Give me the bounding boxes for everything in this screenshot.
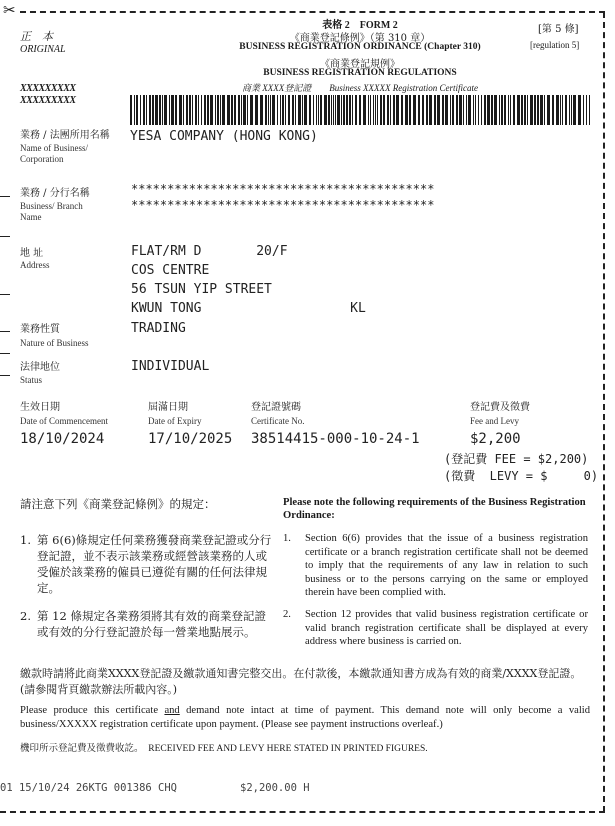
barcode-bar <box>586 95 587 125</box>
form-number-en: FORM 2 <box>359 20 398 31</box>
nature-label-zh: 業務性質 <box>20 324 60 335</box>
barcode-bar <box>517 95 520 125</box>
barcode-bar <box>227 95 230 125</box>
branch-label-en: Business/ Branch Name <box>20 201 83 222</box>
barcode-bar <box>292 95 294 125</box>
barcode-bar <box>426 95 428 125</box>
address-label-en: Address <box>20 260 50 270</box>
barcode-bar <box>540 95 543 125</box>
barcode-bar <box>277 95 278 125</box>
margin-tick <box>0 353 10 354</box>
barcode-bar <box>524 95 526 125</box>
expiry-label-en: Date of Expiry <box>148 416 202 426</box>
regulation-ref-zh: [第 5 條] <box>538 24 579 35</box>
address-line: FLAT/RM D 20/F <box>131 244 288 259</box>
barcode-bar <box>316 95 317 125</box>
barcode-bar <box>255 95 258 125</box>
note-2-zh: 第 12 條規定各業務須將其有效的商業登記證或有效的分行登記證於每一營業地點展示。 <box>37 609 266 639</box>
certificate-label-en: Certificate No. <box>251 416 305 426</box>
barcode-bar <box>571 95 572 125</box>
barcode-bar <box>198 95 199 125</box>
barcode-bar <box>530 95 533 125</box>
barcode-bar <box>143 95 145 125</box>
cut-line-top <box>20 11 605 13</box>
margin-tick <box>0 294 10 295</box>
barcode-bar <box>547 95 550 125</box>
address-line: KWUN TONG KL <box>131 301 366 316</box>
margin-tick <box>0 331 10 332</box>
fee-total: $2,200 <box>470 431 521 447</box>
barcode-bar <box>222 95 225 125</box>
receipt-amount: $2,200.00 H <box>240 782 310 794</box>
barcode-bar <box>355 95 357 125</box>
barcode-bar <box>183 95 184 125</box>
barcode-bar <box>375 95 376 125</box>
barcode-bar <box>437 95 440 125</box>
barcode-bar <box>583 95 584 125</box>
barcode-bar <box>130 95 132 125</box>
payment-note-en-part: demand note intact at time of payment. This demand note will only become a valid business/XXXXX registration certificate upon payment. (Please see payment instructions overleaf.) <box>20 705 591 730</box>
certificate-number: 38514415-000-10-24-1 <box>251 431 420 447</box>
barcode-bar <box>429 95 432 125</box>
received-statement: 機印所示登記費及徵費收訖。 RECEIVED FEE AND LEVY HERE STATED IN PRINTED FIGURES. <box>20 744 428 754</box>
barcode-bar <box>164 95 167 125</box>
barcode-bar <box>159 95 161 125</box>
barcode-bar <box>309 95 311 125</box>
barcode-bar <box>484 95 486 125</box>
barcode-bar <box>337 95 340 125</box>
scissors-icon: ✂ <box>3 1 16 19</box>
copy-label-zh: 正 本 <box>20 30 53 43</box>
cut-line-bottom <box>0 811 605 813</box>
certificate-title: 商業 XXXX登記證 Business XXXXX Registration Certificate <box>242 83 478 93</box>
name-label-zh: 業務 / 法團所用名稱 <box>20 130 110 141</box>
payment-note-en <box>20 704 590 731</box>
barcode-bar <box>468 95 471 125</box>
barcode-bar <box>359 95 361 125</box>
barcode-bar <box>204 95 206 125</box>
barcode-bar <box>521 95 523 125</box>
barcode-bar <box>335 95 336 125</box>
barcode-bar <box>238 95 240 125</box>
barcode-bar <box>445 95 448 125</box>
barcode-bar <box>578 95 581 125</box>
commencement-value: 18/10/2024 <box>20 431 105 447</box>
barcode-bar <box>422 95 424 125</box>
barcode-bar <box>456 95 458 125</box>
barcode-bar <box>346 95 348 125</box>
payment-note-en-part: Please produce this certificate <box>20 705 165 716</box>
barcode-bar <box>288 95 290 125</box>
note-number: 1. <box>20 533 31 547</box>
regulations-en: BUSINESS REGISTRATION REGULATIONS <box>263 68 457 78</box>
expiry-value: 17/10/2025 <box>148 431 233 447</box>
ordinance-en: BUSINESS REGISTRATION ORDINANCE (Chapter 310) <box>239 42 481 52</box>
barcode-bar <box>508 95 509 125</box>
branch-name-line: ****************************************** <box>131 182 435 196</box>
barcode-bar <box>513 95 515 125</box>
barcode-bar <box>534 95 536 125</box>
regulation-ref-en: [regulation 5] <box>530 40 580 50</box>
payment-note-en-emphasis: and <box>164 705 180 716</box>
address-line: 56 TSUN YIP STREET <box>131 282 272 297</box>
barcode-bar <box>373 95 374 125</box>
barcode-bar <box>383 95 385 125</box>
copy-label-en: ORIGINAL <box>20 44 66 55</box>
barcode-bar <box>413 95 416 125</box>
notes-heading-zh: 請注意下列《商業登記條例》的規定： <box>20 497 216 511</box>
payment-note-zh: 繳款時請將此商業XXXX登記證及繳款通知書完整交出。在付款後，本繳款通知書方成為有效的商業/XXXX登記證。(請參閱背頁繳款辦法所載內容。) <box>20 667 582 696</box>
receipt-line: 01 15/10/24 26KTG 001386 CHQ <box>0 782 178 794</box>
barcode-bar <box>481 95 482 125</box>
branch-name-line: ****************************************** <box>131 198 435 212</box>
note-number: 2. <box>283 609 291 620</box>
barcode-bar <box>210 95 213 125</box>
barcode-bar <box>162 95 163 125</box>
barcode-bar <box>552 95 554 125</box>
barcode-bar <box>328 95 330 125</box>
barcode-bar <box>380 95 382 125</box>
barcode-bar <box>377 95 378 125</box>
barcode-bar <box>504 95 506 125</box>
barcode-bar <box>494 95 497 125</box>
barcode-bar <box>215 95 216 125</box>
branch-label-zh: 業務 / 分行名稱 <box>20 188 90 199</box>
address-label-zh: 地 址 <box>20 248 44 259</box>
barcode-bar <box>396 95 399 125</box>
barcode-bar <box>320 95 322 125</box>
barcode-bar <box>234 95 236 125</box>
barcode-bar <box>343 95 345 125</box>
barcode-bar <box>390 95 391 125</box>
barcode-bar <box>562 95 563 125</box>
barcode-bar <box>450 95 451 125</box>
barcode-bar <box>473 95 474 125</box>
barcode-bar <box>231 95 233 125</box>
barcode-bar <box>149 95 151 125</box>
form-number-zh: 表格 2 <box>322 20 350 31</box>
barcode-bar <box>368 95 369 125</box>
barcode-bar <box>313 95 314 125</box>
barcode-bar <box>136 95 138 125</box>
barcode-bar <box>171 95 174 125</box>
barcode-bar <box>331 95 332 125</box>
barcode-bar <box>189 95 191 125</box>
name-label-en: Name of Business/ Corporation <box>20 143 88 164</box>
barcode-bar <box>272 95 275 125</box>
barcode-bar <box>537 95 539 125</box>
barcode-bar <box>527 95 528 125</box>
ordinance-zh: 《商業登記條例》（第 310 章） <box>289 33 431 44</box>
status-label-en: Status <box>20 375 43 385</box>
margin-tick <box>0 375 10 376</box>
note-1-en: Section 6(6) provides that the issue of a business registration certificate or a branch registration certificate shall not be deemed to imply that the requirements of any law in relation to such business or to the persons carrying on the same or employed therein have been complied with. <box>305 533 588 598</box>
barcode-bar <box>401 95 403 125</box>
barcode-bar <box>501 95 503 125</box>
barcode-bar <box>459 95 462 125</box>
barcode-bar <box>475 95 476 125</box>
barcode-bar <box>478 95 479 125</box>
barcode-bar <box>192 95 193 125</box>
barcode-bar <box>243 95 246 125</box>
barcode <box>130 95 590 125</box>
certificate-label-zh: 登記證號碼 <box>251 402 301 413</box>
barcode-bar <box>393 95 395 125</box>
barcode-bar <box>409 95 411 125</box>
barcode-bar <box>152 95 154 125</box>
barcode-bar <box>247 95 248 125</box>
barcode-bar <box>573 95 576 125</box>
barcode-bar <box>487 95 490 125</box>
barcode-bar <box>544 95 545 125</box>
barcode-bar <box>175 95 177 125</box>
barcode-bar <box>179 95 182 125</box>
barcode-bar <box>186 95 188 125</box>
barcode-bar <box>352 95 353 125</box>
barcode-bar <box>134 95 135 125</box>
note-number: 1. <box>283 533 291 544</box>
barcode-bar <box>304 95 307 125</box>
expiry-label-zh: 屆滿日期 <box>148 402 188 413</box>
barcode-bar <box>466 95 467 125</box>
margin-tick <box>0 236 10 237</box>
masked-text: XXXXXXXXX <box>20 83 76 94</box>
barcode-bar <box>418 95 420 125</box>
barcode-bar <box>589 95 590 125</box>
barcode-bar <box>207 95 209 125</box>
barcode-bar <box>201 95 202 125</box>
fee-label-zh: 登記費及徵費 <box>470 402 530 413</box>
barcode-bar <box>491 95 493 125</box>
commencement-label-zh: 生效日期 <box>20 402 60 413</box>
barcode-bar <box>442 95 444 125</box>
barcode-bar <box>560 95 561 125</box>
barcode-bar <box>282 95 284 125</box>
barcode-bar <box>452 95 454 125</box>
barcode-bar <box>318 95 319 125</box>
address-line: COS CENTRE <box>131 263 210 278</box>
nature-label-en: Nature of Business <box>20 338 89 348</box>
levy-line: (徵費 LEVY = $ 0) <box>444 469 599 483</box>
barcode-bar <box>499 95 500 125</box>
notes-heading-en: Please note the following requirements of the Business Registration Ordinance: <box>283 497 586 521</box>
barcode-bar <box>387 95 389 125</box>
barcode-bar <box>295 95 296 125</box>
masked-text: XXXXXXXXX <box>20 95 76 106</box>
barcode-bar <box>146 95 147 125</box>
barcode-bar <box>324 95 327 125</box>
regulations-zh: 《商業登記規例》 <box>320 59 400 70</box>
nature-value: TRADING <box>131 321 186 336</box>
barcode-bar <box>405 95 408 125</box>
fee-line: (登記費 FEE = $2,200) <box>444 452 589 466</box>
note-2-en: Section 12 provides that valid business registration certificate or valid branch registration certificate shall be displayed at every address where business is carried on. <box>305 609 588 647</box>
barcode-bar <box>195 95 197 125</box>
barcode-bar <box>556 95 559 125</box>
barcode-bar <box>434 95 436 125</box>
barcode-bar <box>241 95 242 125</box>
barcode-bar <box>565 95 567 125</box>
barcode-bar <box>260 95 263 125</box>
note-1-zh: 第 6(6)條規定任何業務獲發商業登記證或分行登記證，並不表示該業務或經營該業務的人或受僱於該業務的僱員已遵從有關的任何法律規定。 <box>37 533 272 595</box>
note-number: 2. <box>20 609 31 623</box>
barcode-bar <box>341 95 342 125</box>
commencement-label-en: Date of Commencement <box>20 416 108 426</box>
barcode-bar <box>140 95 141 125</box>
cut-line-right <box>603 12 605 812</box>
margin-tick <box>0 196 10 197</box>
status-label-zh: 法律地位 <box>20 362 60 373</box>
barcode-bar <box>250 95 253 125</box>
barcode-bar <box>363 95 366 125</box>
barcode-bar <box>285 95 286 125</box>
barcode-bar <box>169 95 170 125</box>
barcode-bar <box>569 95 570 125</box>
fee-label-en: Fee and Levy <box>470 416 519 426</box>
barcode-bar <box>280 95 281 125</box>
barcode-bar <box>220 95 221 125</box>
barcode-bar <box>270 95 271 125</box>
barcode-bar <box>217 95 219 125</box>
barcode-bar <box>268 95 269 125</box>
barcode-bar <box>463 95 464 125</box>
barcode-bar <box>298 95 301 125</box>
barcode-bar <box>370 95 371 125</box>
barcode-bar <box>155 95 158 125</box>
status-value: INDIVIDUAL <box>131 359 210 374</box>
barcode-bar <box>302 95 303 125</box>
barcode-bar <box>265 95 267 125</box>
barcode-bar <box>510 95 511 125</box>
barcode-bar <box>333 95 334 125</box>
barcode-bar <box>349 95 351 125</box>
business-name-value: YESA COMPANY (HONG KONG) <box>130 129 318 144</box>
